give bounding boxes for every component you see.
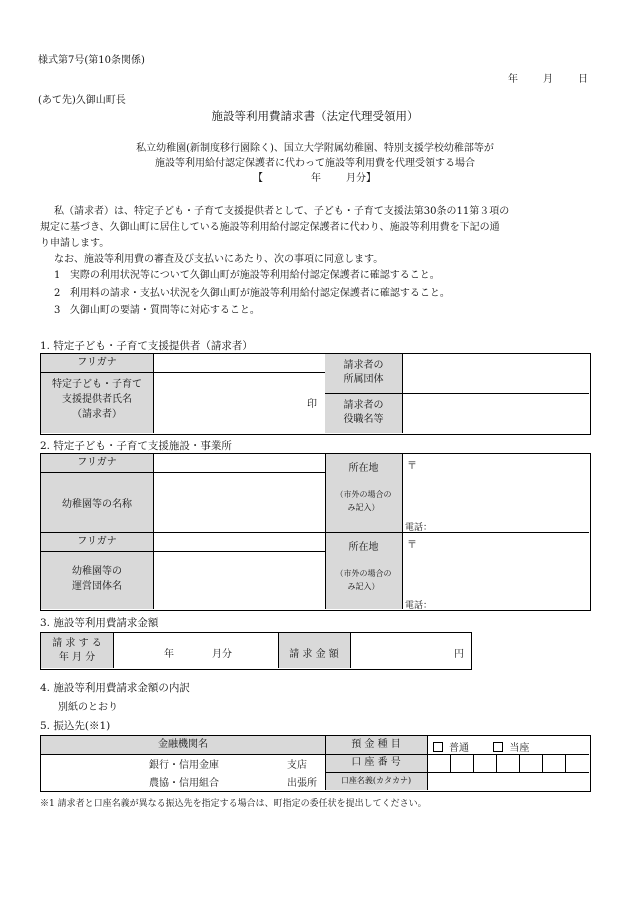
subtitle-line-2: 施設等利用給付認定保護者に代わって施設等利用費を代理受領する場合	[155, 158, 475, 169]
branch-line1: 支店	[287, 760, 307, 771]
subtitle-line-1: 私立幼稚園(新制度移行園除く)、国立大学附属幼稚園、特別支援学校幼稚部等が	[136, 143, 494, 154]
amount-table	[40, 632, 472, 670]
account-digit[interactable]	[427, 754, 450, 772]
footnote: ※1 請求者と口座名義が異なる振込先を指定する場合は、町指定の委任状を提出してください。	[40, 799, 427, 809]
provider-table	[40, 353, 591, 435]
section-1-heading: 1. 特定子ども・子育て支援提供者（請求者）	[40, 340, 253, 352]
date-day-label: 日	[578, 74, 588, 85]
page-title: 施設等利用費請求書（法定代理受領用）	[211, 109, 419, 123]
section-4-heading: 4. 施設等利用費請求金額の内訳	[40, 682, 190, 694]
period-label: 請 求 す る 年 月 分	[52, 638, 102, 663]
bank-header-cell: 金融機関名	[41, 736, 325, 754]
branch-line2: 出張所	[287, 778, 317, 789]
provider-name-label: 特定子ども・子育て 支援提供者氏名 （請求者）	[52, 379, 142, 420]
postal-mark: 〒	[407, 540, 417, 551]
checkbox-normal[interactable]	[433, 742, 443, 752]
amount-label: 請 求 金 額	[289, 649, 339, 660]
para1-line1: 私（請求者）は、特定子ども・子育て支援提供者として、子ども・子育て支援法第30条の11第３項の	[54, 206, 510, 217]
account-digit[interactable]	[542, 754, 565, 772]
phone-label: 電話：	[405, 601, 433, 611]
operator-furigana-field[interactable]	[153, 533, 325, 551]
account-holder-label-cell: 口座名義(カタカナ)	[325, 772, 427, 790]
facility-table	[40, 453, 591, 611]
account-type-options: 普通 当座	[433, 739, 529, 754]
bank-table	[40, 735, 591, 792]
addressee: (あて先)久御山町長	[38, 95, 126, 106]
facility-name-field[interactable]	[153, 472, 325, 532]
furigana-label-cell: フリガナ	[41, 454, 153, 472]
location-label: 所在地	[348, 463, 379, 474]
period-field[interactable]	[113, 633, 278, 668]
account-type-label-cell: 預 金 種 目	[325, 736, 427, 754]
furigana-label-cell: フリガナ	[41, 354, 153, 372]
postal-mark: 〒	[407, 461, 417, 472]
location-note: （市外の場合の み記入）	[335, 490, 392, 512]
phone-label: 電話：	[405, 523, 433, 533]
para2: なお、施設等利用費の審査及び支払いにあたり、次の事項に同意します。	[54, 254, 384, 265]
para1-line3: り申請します。	[40, 238, 110, 249]
date-year-label: 年	[508, 74, 518, 85]
consent-item: 1 実際の利用状況等について久御山町が施設等利用給付認定保護者に確認すること。	[54, 270, 440, 281]
operator-name-field[interactable]	[153, 551, 325, 609]
operator-label: 幼稚園等の 運営団体名	[72, 566, 122, 592]
section-3-heading: 3. 施設等利用費請求金額	[40, 617, 159, 629]
yen-unit: 円	[454, 649, 464, 660]
period-year-unit: 年	[164, 649, 174, 660]
location-label: 所在地	[348, 542, 379, 553]
provider-furigana-field[interactable]	[153, 354, 325, 372]
consent-item: 2 利用料の請求・支払い状況を久御山町が施設等利用給付認定保護者に確認すること。	[54, 288, 450, 299]
furigana-label-cell: フリガナ	[41, 533, 153, 551]
period-bracket: 【	[253, 173, 263, 184]
section-5-heading: 5. 振込先(※1)	[40, 720, 111, 732]
account-digit[interactable]	[565, 754, 589, 772]
checkbox-current[interactable]	[493, 742, 503, 752]
account-digit[interactable]	[496, 754, 519, 772]
account-number-label-cell: 口 座 番 号	[325, 754, 427, 772]
account-digit[interactable]	[519, 754, 542, 772]
title-field[interactable]	[402, 394, 589, 433]
period-year-label: 年	[311, 173, 321, 184]
para1-line2: 規定に基づき、久御山町に居住している施設等利用給付認定保護者に代わり、施設等利用費を下記の通	[40, 222, 500, 233]
seal-mark: 印	[307, 399, 317, 410]
consent-item: 3 久御山町の要請・質問等に対応すること。	[54, 305, 260, 316]
date-month-label: 月	[543, 74, 553, 85]
amount-field[interactable]	[350, 633, 470, 668]
provider-name-field[interactable]	[153, 372, 325, 433]
period-month-label: 月分】	[346, 173, 376, 184]
facility-furigana-field[interactable]	[153, 454, 325, 472]
account-holder-field[interactable]	[427, 772, 589, 790]
location-note: （市外の場合の み記入）	[335, 569, 392, 591]
bank-type-line2: 農協・信用組合	[149, 778, 219, 789]
bank-type-line1: 銀行・信用金庫	[149, 760, 219, 771]
breakdown-note: 別紙のとおり	[58, 702, 118, 713]
account-digit[interactable]	[473, 754, 496, 772]
org-label: 請求者の 所属団体	[343, 360, 384, 385]
bank-name-field[interactable]	[41, 754, 325, 790]
period-month-unit: 月分	[212, 649, 232, 660]
org-field[interactable]	[402, 354, 589, 393]
form-number: 様式第7号(第10条関係)	[38, 55, 145, 66]
title-label: 請求者の 役職名等	[343, 400, 384, 425]
account-digit[interactable]	[450, 754, 473, 772]
facility-name-label: 幼稚園等の名称	[62, 499, 132, 510]
section-2-heading: 2. 特定子ども・子育て支援施設・事業所	[40, 440, 232, 452]
